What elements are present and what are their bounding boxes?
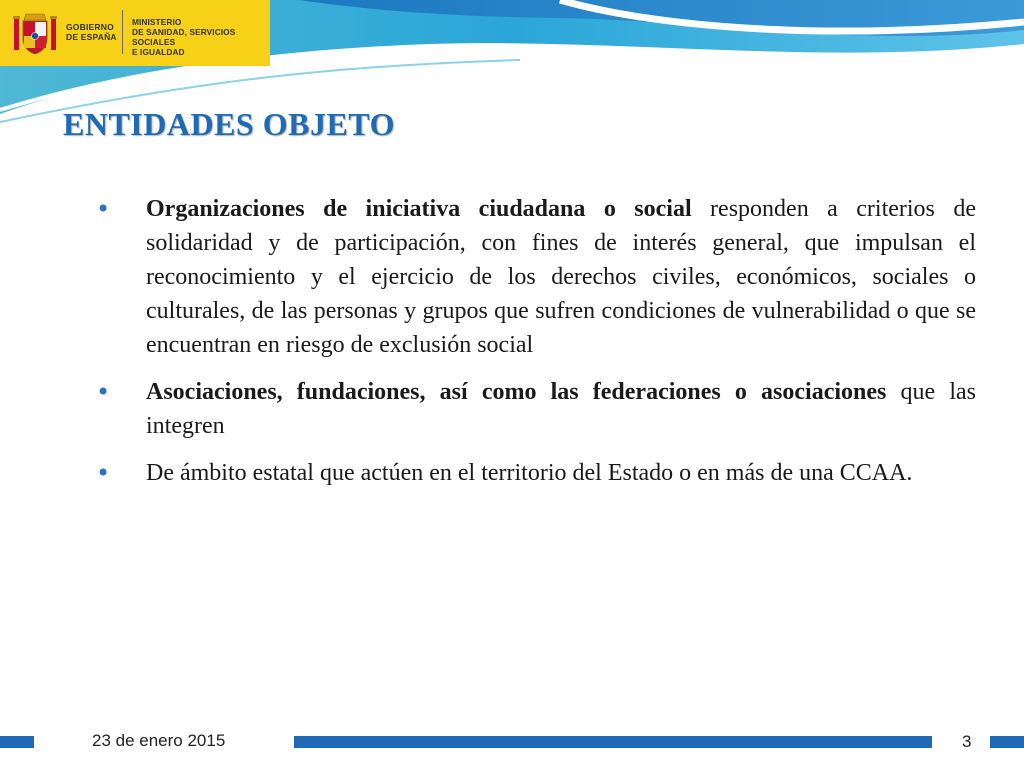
bullet-bold-text: Organizaciones de iniciativa ciudadana o social [146,196,692,222]
logo-divider [122,10,123,54]
slide-title: ENTIDADES OBJETO [63,106,395,142]
government-line-2: DE ESPAÑA [66,32,117,42]
bullet-icon: • [96,459,111,487]
government-line-1: GOBIERNO [66,22,114,32]
bullet-item [96,192,976,362]
ministry-line-1: MINISTERIO [132,17,182,27]
bullet-item [96,456,976,490]
bullet-item [96,375,976,443]
government-name [66,22,117,42]
footer-date: 23 de enero 2015 [92,731,226,750]
footer-bar-middle [294,736,932,748]
bullet-bold-text: Asociaciones, fundaciones, así como las federaciones o asociaciones [146,379,887,405]
bullet-icon: • [96,378,111,406]
footer-bar-right [990,736,1024,748]
ministry-line-3: E IGUALDAD [132,47,185,57]
ministry-line-2: DE SANIDAD, SERVICIOS SOCIALES [132,27,236,47]
bullet-text: que las integren [146,379,976,439]
page-number: 3 [962,732,972,751]
government-logo [0,0,270,66]
bullet-text: De ámbito estatal que actúen en el territorio del Estado o en más de una CCAA. [146,460,913,486]
coat-of-arms-icon [10,8,60,58]
bullet-text: responden a criterios de solidaridad y de participación, con fines de interés general, que impulsan el reconocimiento y el ejercicio de los derechos civiles, económicos, sociales o culturales, de las personas y grupos que sufren condiciones de vulnerabilidad o que se encuentran en riesgo de exclusión social [146,196,976,358]
bullet-icon: • [96,195,111,223]
footer-bar-left [0,736,34,748]
ministry-name [132,17,270,57]
bullet-list [96,192,976,503]
